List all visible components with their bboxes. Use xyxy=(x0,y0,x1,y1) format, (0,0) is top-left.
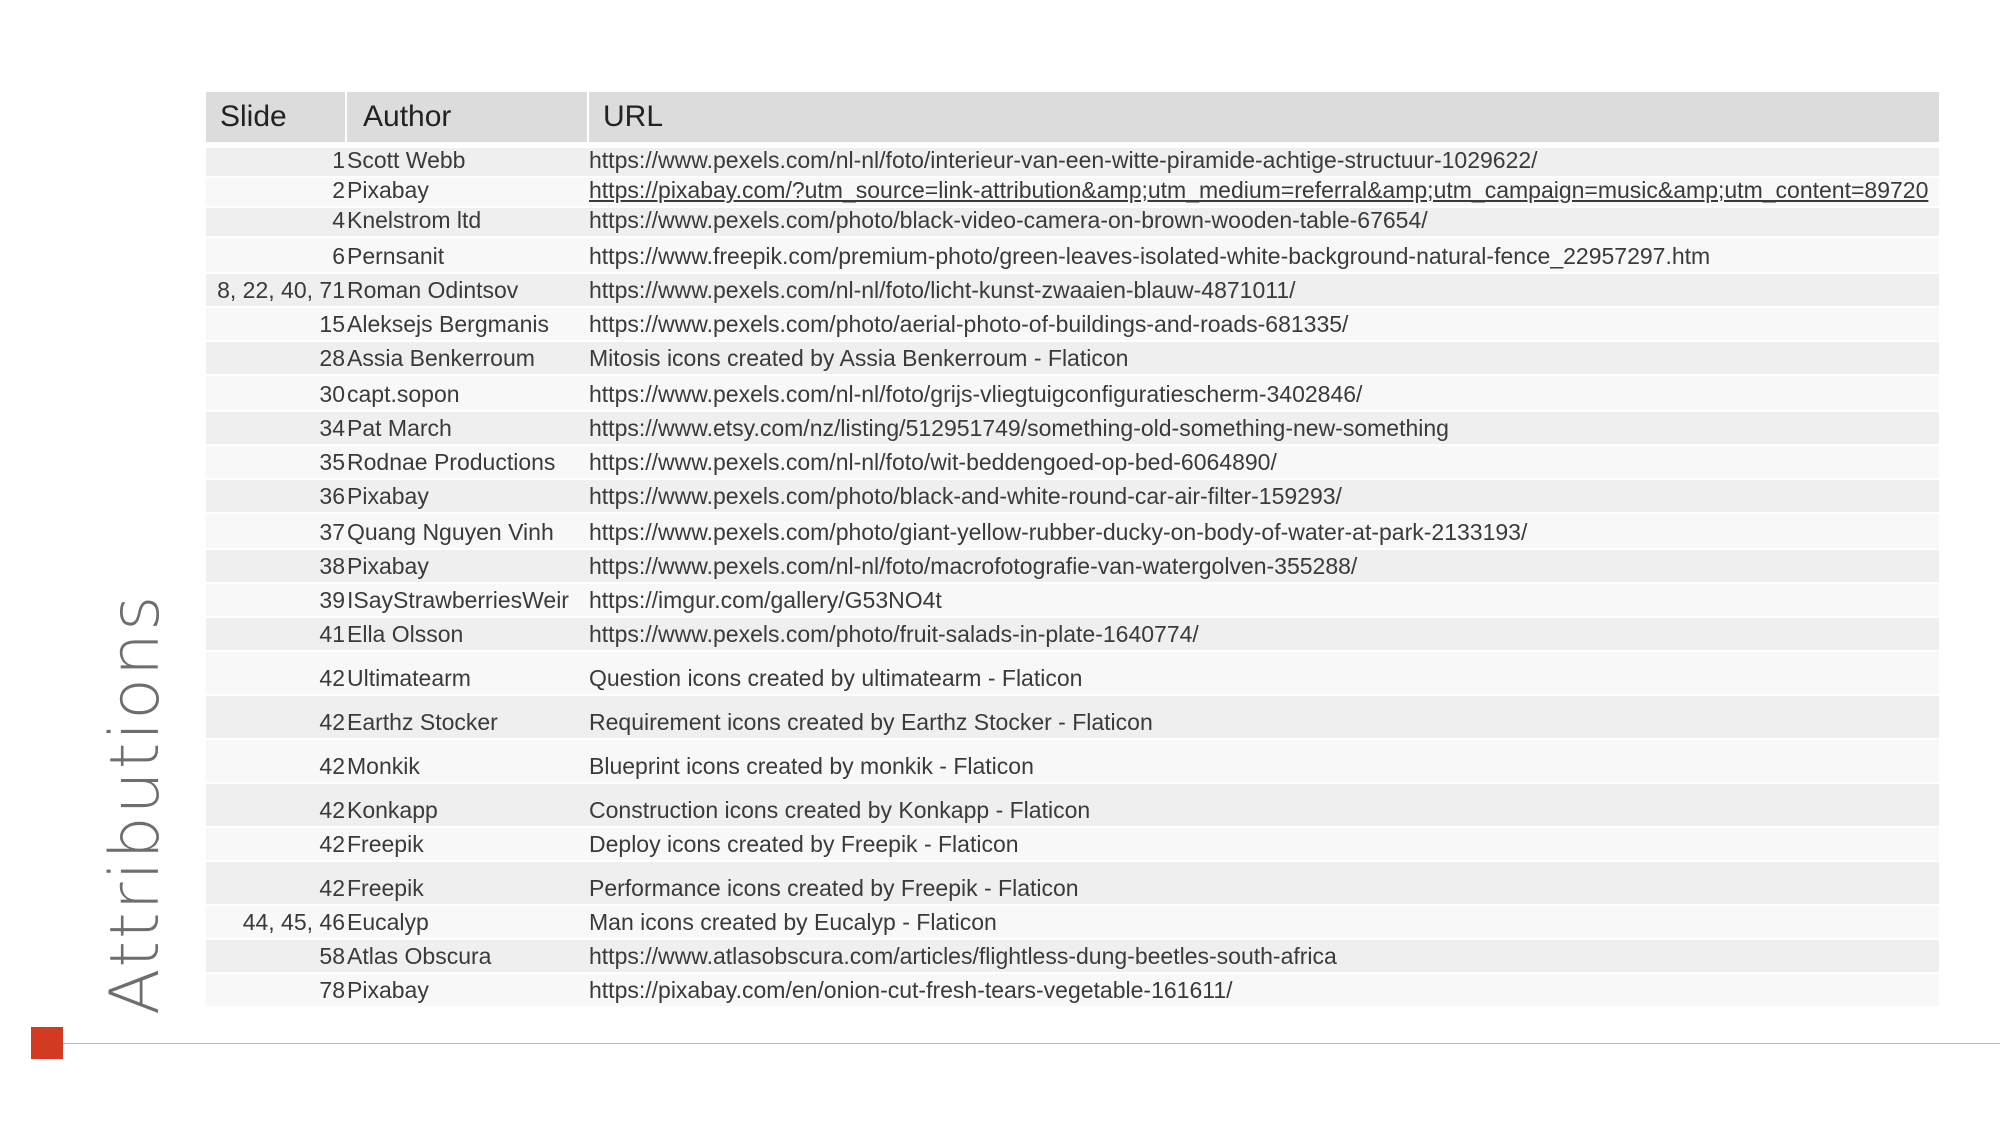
url-cell: Man icons created by Eucalyp - Flaticon xyxy=(589,909,997,935)
table-header xyxy=(206,92,1939,142)
author-cell: Assia Benkerroum xyxy=(347,345,535,371)
table-row xyxy=(206,974,1939,1008)
header-author: Author xyxy=(347,92,589,142)
table-row xyxy=(206,618,1939,652)
author-cell: Aleksejs Bergmanis xyxy=(347,311,549,337)
table-row xyxy=(206,376,1939,412)
url-cell: https://www.pexels.com/nl-nl/foto/wit-beddengoed-op-bed-6064890/ xyxy=(589,449,1277,475)
url-cell: Mitosis icons created by Assia Benkerroum - Flaticon xyxy=(589,345,1129,371)
slide-cell: 1 xyxy=(332,147,345,173)
url-cell: https://www.pexels.com/photo/fruit-salads-in-plate-1640774/ xyxy=(589,621,1199,647)
table-row xyxy=(206,906,1939,940)
slide-cell: 36 xyxy=(319,483,345,509)
slide-cell: 41 xyxy=(319,621,345,647)
table-row xyxy=(206,696,1939,740)
author-cell: Freepik xyxy=(347,875,424,901)
author-cell: Rodnae Productions xyxy=(347,449,556,475)
table-row xyxy=(206,238,1939,274)
url-cell: Deploy icons created by Freepik - Flaticon xyxy=(589,831,1019,857)
url-cell: https://www.pexels.com/nl-nl/foto/licht-kunst-zwaaien-blauw-4871011/ xyxy=(589,277,1296,303)
slide-cell: 8, 22, 40, 71 xyxy=(217,277,345,303)
url-cell: https://pixabay.com/en/onion-cut-fresh-tears-vegetable-161611/ xyxy=(589,977,1233,1003)
slide-cell: 4 xyxy=(332,207,345,233)
footer-divider xyxy=(62,1043,2000,1044)
table-row xyxy=(206,208,1939,238)
url-cell: Requirement icons created by Earthz Stocker - Flaticon xyxy=(589,709,1153,735)
author-cell: Ultimatearm xyxy=(347,665,471,691)
url-cell: https://www.etsy.com/nz/listing/512951749/something-old-something-new-something xyxy=(589,415,1449,441)
url-cell: https://www.pexels.com/photo/black-and-white-round-car-air-filter-159293/ xyxy=(589,483,1342,509)
author-cell: Atlas Obscura xyxy=(347,943,492,969)
url-cell: Blueprint icons created by monkik - Flaticon xyxy=(589,753,1034,779)
url-cell: Question icons created by ultimatearm - Flaticon xyxy=(589,665,1083,691)
table-row xyxy=(206,514,1939,550)
slide-cell: 6 xyxy=(332,243,345,269)
author-cell: Eucalyp xyxy=(347,909,429,935)
url-cell: https://www.pexels.com/photo/black-video-camera-on-brown-wooden-table-67654/ xyxy=(589,208,1428,233)
slide-cell: 34 xyxy=(319,415,345,441)
author-cell: Konkapp xyxy=(347,797,438,823)
url-cell: Performance icons created by Freepik - Flaticon xyxy=(589,875,1079,901)
table-row xyxy=(206,342,1939,376)
table-row xyxy=(206,740,1939,784)
author-cell: ISayStrawberriesWeir xyxy=(347,587,569,613)
table-row xyxy=(206,308,1939,342)
slide-cell: 42 xyxy=(319,665,345,691)
author-cell: Pat March xyxy=(347,415,452,441)
table-row xyxy=(206,862,1939,906)
slide-cell: 15 xyxy=(319,311,345,337)
url-cell: https://www.pexels.com/photo/giant-yellow-rubber-ducky-on-body-of-water-at-park-2133193/ xyxy=(589,519,1528,545)
author-cell: Ella Olsson xyxy=(347,621,464,647)
table-row xyxy=(206,274,1939,308)
slide-cell: 39 xyxy=(319,587,345,613)
slide-cell: 42 xyxy=(319,797,345,823)
author-cell: capt.sopon xyxy=(347,381,460,407)
url-cell: https://www.pexels.com/photo/aerial-photo-of-buildings-and-roads-681335/ xyxy=(589,311,1349,337)
table-row xyxy=(206,148,1939,178)
attributions-table xyxy=(206,92,1939,1008)
table-row xyxy=(206,584,1939,618)
table-row xyxy=(206,784,1939,828)
table-body xyxy=(206,148,1939,1008)
table-row xyxy=(206,480,1939,514)
url-cell: https://imgur.com/gallery/G53NO4t xyxy=(589,587,942,613)
slide-cell: 2 xyxy=(332,177,345,203)
author-cell: Earthz Stocker xyxy=(347,709,498,735)
author-cell: Quang Nguyen Vinh xyxy=(347,519,554,545)
slide-cell: 42 xyxy=(319,875,345,901)
url-cell: https://www.atlasobscura.com/articles/flightless-dung-beetles-south-africa xyxy=(589,943,1337,969)
author-cell: Pernsanit xyxy=(347,243,445,269)
slide-cell: 30 xyxy=(319,381,345,407)
header-slide: Slide xyxy=(206,92,347,142)
url-link[interactable]: https://pixabay.com/?utm_source=link-attribution&amp;utm_medium=referral&amp;utm_campaign=music&amp;utm_content=89720 xyxy=(589,178,1929,203)
url-cell: https://www.pexels.com/nl-nl/foto/macrofotografie-van-watergolven-355288/ xyxy=(589,553,1358,579)
table-row xyxy=(206,828,1939,862)
author-cell: Pixabay xyxy=(347,177,429,203)
author-cell: Monkik xyxy=(347,753,420,779)
author-cell: Knelstrom ltd xyxy=(347,207,482,233)
table-row xyxy=(206,652,1939,696)
author-cell: Pixabay xyxy=(347,483,429,509)
slide-cell: 37 xyxy=(319,519,345,545)
table-row xyxy=(206,550,1939,584)
table-row xyxy=(206,412,1939,446)
accent-square xyxy=(31,1027,63,1059)
author-cell: Scott Webb xyxy=(347,147,466,173)
table-row xyxy=(206,940,1939,974)
header-url: URL xyxy=(603,100,664,133)
author-cell: Pixabay xyxy=(347,977,429,1003)
table-row xyxy=(206,178,1939,208)
page-title: Attributions xyxy=(96,593,175,1015)
author-cell: Freepik xyxy=(347,831,424,857)
url-cell: https://www.pexels.com/nl-nl/foto/interieur-van-een-witte-piramide-achtige-structuur-1029622/ xyxy=(589,148,1538,173)
author-cell: Roman Odintsov xyxy=(347,277,519,303)
slide-cell: 44, 45, 46 xyxy=(242,909,345,935)
slide-cell: 28 xyxy=(319,345,345,371)
slide-cell: 42 xyxy=(319,753,345,779)
slide-cell: 42 xyxy=(319,831,345,857)
url-cell: https://www.freepik.com/premium-photo/green-leaves-isolated-white-background-natural-fence_22957297.htm xyxy=(589,243,1711,269)
slide-cell: 58 xyxy=(319,943,345,969)
url-cell: Construction icons created by Konkapp - Flaticon xyxy=(589,797,1091,823)
url-cell: https://www.pexels.com/nl-nl/foto/grijs-vliegtuigconfiguratiescherm-3402846/ xyxy=(589,381,1363,407)
slide-cell: 42 xyxy=(319,709,345,735)
table-row xyxy=(206,446,1939,480)
slide-cell: 35 xyxy=(319,449,345,475)
slide-cell: 78 xyxy=(319,977,345,1003)
author-cell: Pixabay xyxy=(347,553,429,579)
slide-cell: 38 xyxy=(319,553,345,579)
